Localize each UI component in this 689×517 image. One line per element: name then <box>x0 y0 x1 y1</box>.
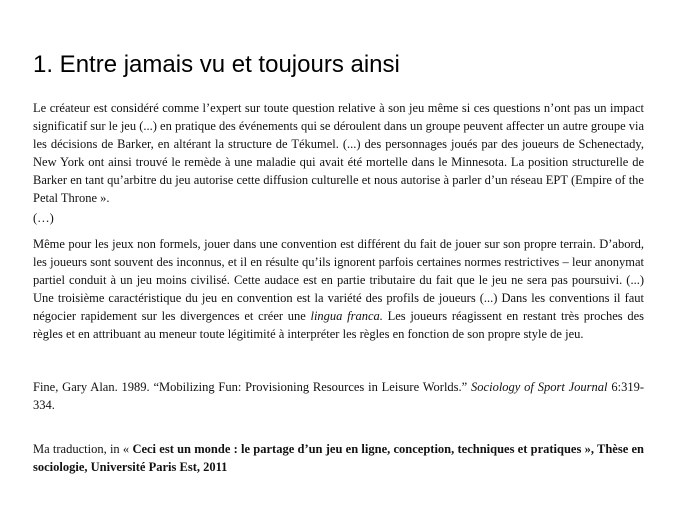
translation-prefix: Ma traduction, in « <box>33 442 133 456</box>
paragraph-2-text: Même pour les jeux non formels, jouer dans une convention est différent du fait de jouer sur son propre terrain. D’abord, les joueurs sont souvent des inconnus, et il en résulte qu’ils ignorent parfois certaines normes restrictives – leur anonymat partiel conduit à un jeu moins civilisé. Cette audace est en partie tributaire du fait que le jeu ne sera pas poursuivi. (...) Une troisième caractéristique du jeu en convention est la variété des profils de joueurs (...) Dans les conventions il faut négocier rapidement sur les divergences et créer une <box>33 237 644 323</box>
quote-ellipsis: (…) <box>33 211 54 225</box>
reference-text: Fine, Gary Alan. 1989. “Mobilizing Fun: Provisioning Resources in Leisure Worlds.” <box>33 380 472 394</box>
bibliographic-reference <box>33 378 644 414</box>
paragraph-2-text-end: Les joueurs réagissent en restant très proches des règles et en attribuant au meneur toute légitimité à interpréter les règles en fonction de son propre style de jeu. <box>33 309 644 341</box>
slide-title: 1. Entre jamais vu et toujours ainsi <box>33 51 400 78</box>
quote-paragraph-2 <box>33 235 644 343</box>
reference-pages: 6:319-334. <box>33 380 644 412</box>
thesis-source: Ceci est un monde : le partage d’un jeu en ligne, conception, techniques et pratiques », Thèse en sociologie, Université Paris Est, 2011 <box>33 442 644 474</box>
lingua-franca-italic: lingua franca. <box>310 309 383 323</box>
quote-paragraph-1: Le créateur est considéré comme l’expert sur toute question relative à son jeu même si ces questions n’ont pas un impact significatif sur le jeu (...) en pratique des événements qui se déroulent dans un groupe peuvent affecter un autre groupe via les décisions de Barker, en altérant la structure de Tékumel. (...) des personnages joués par des joueurs de Schenectady, New York ont ainsi trouvé le remède à une maladie qui avait été mortelle dans le Minnesota. La position structurelle de Barker en tant qu’arbitre du jeu autorise cette diffusion culturelle et nous autorise à parler d’un réseau EPT (Empire of the Petal Throne ». <box>33 101 645 205</box>
translation-note <box>33 440 644 476</box>
journal-title: Sociology of Sport Journal <box>471 380 608 394</box>
